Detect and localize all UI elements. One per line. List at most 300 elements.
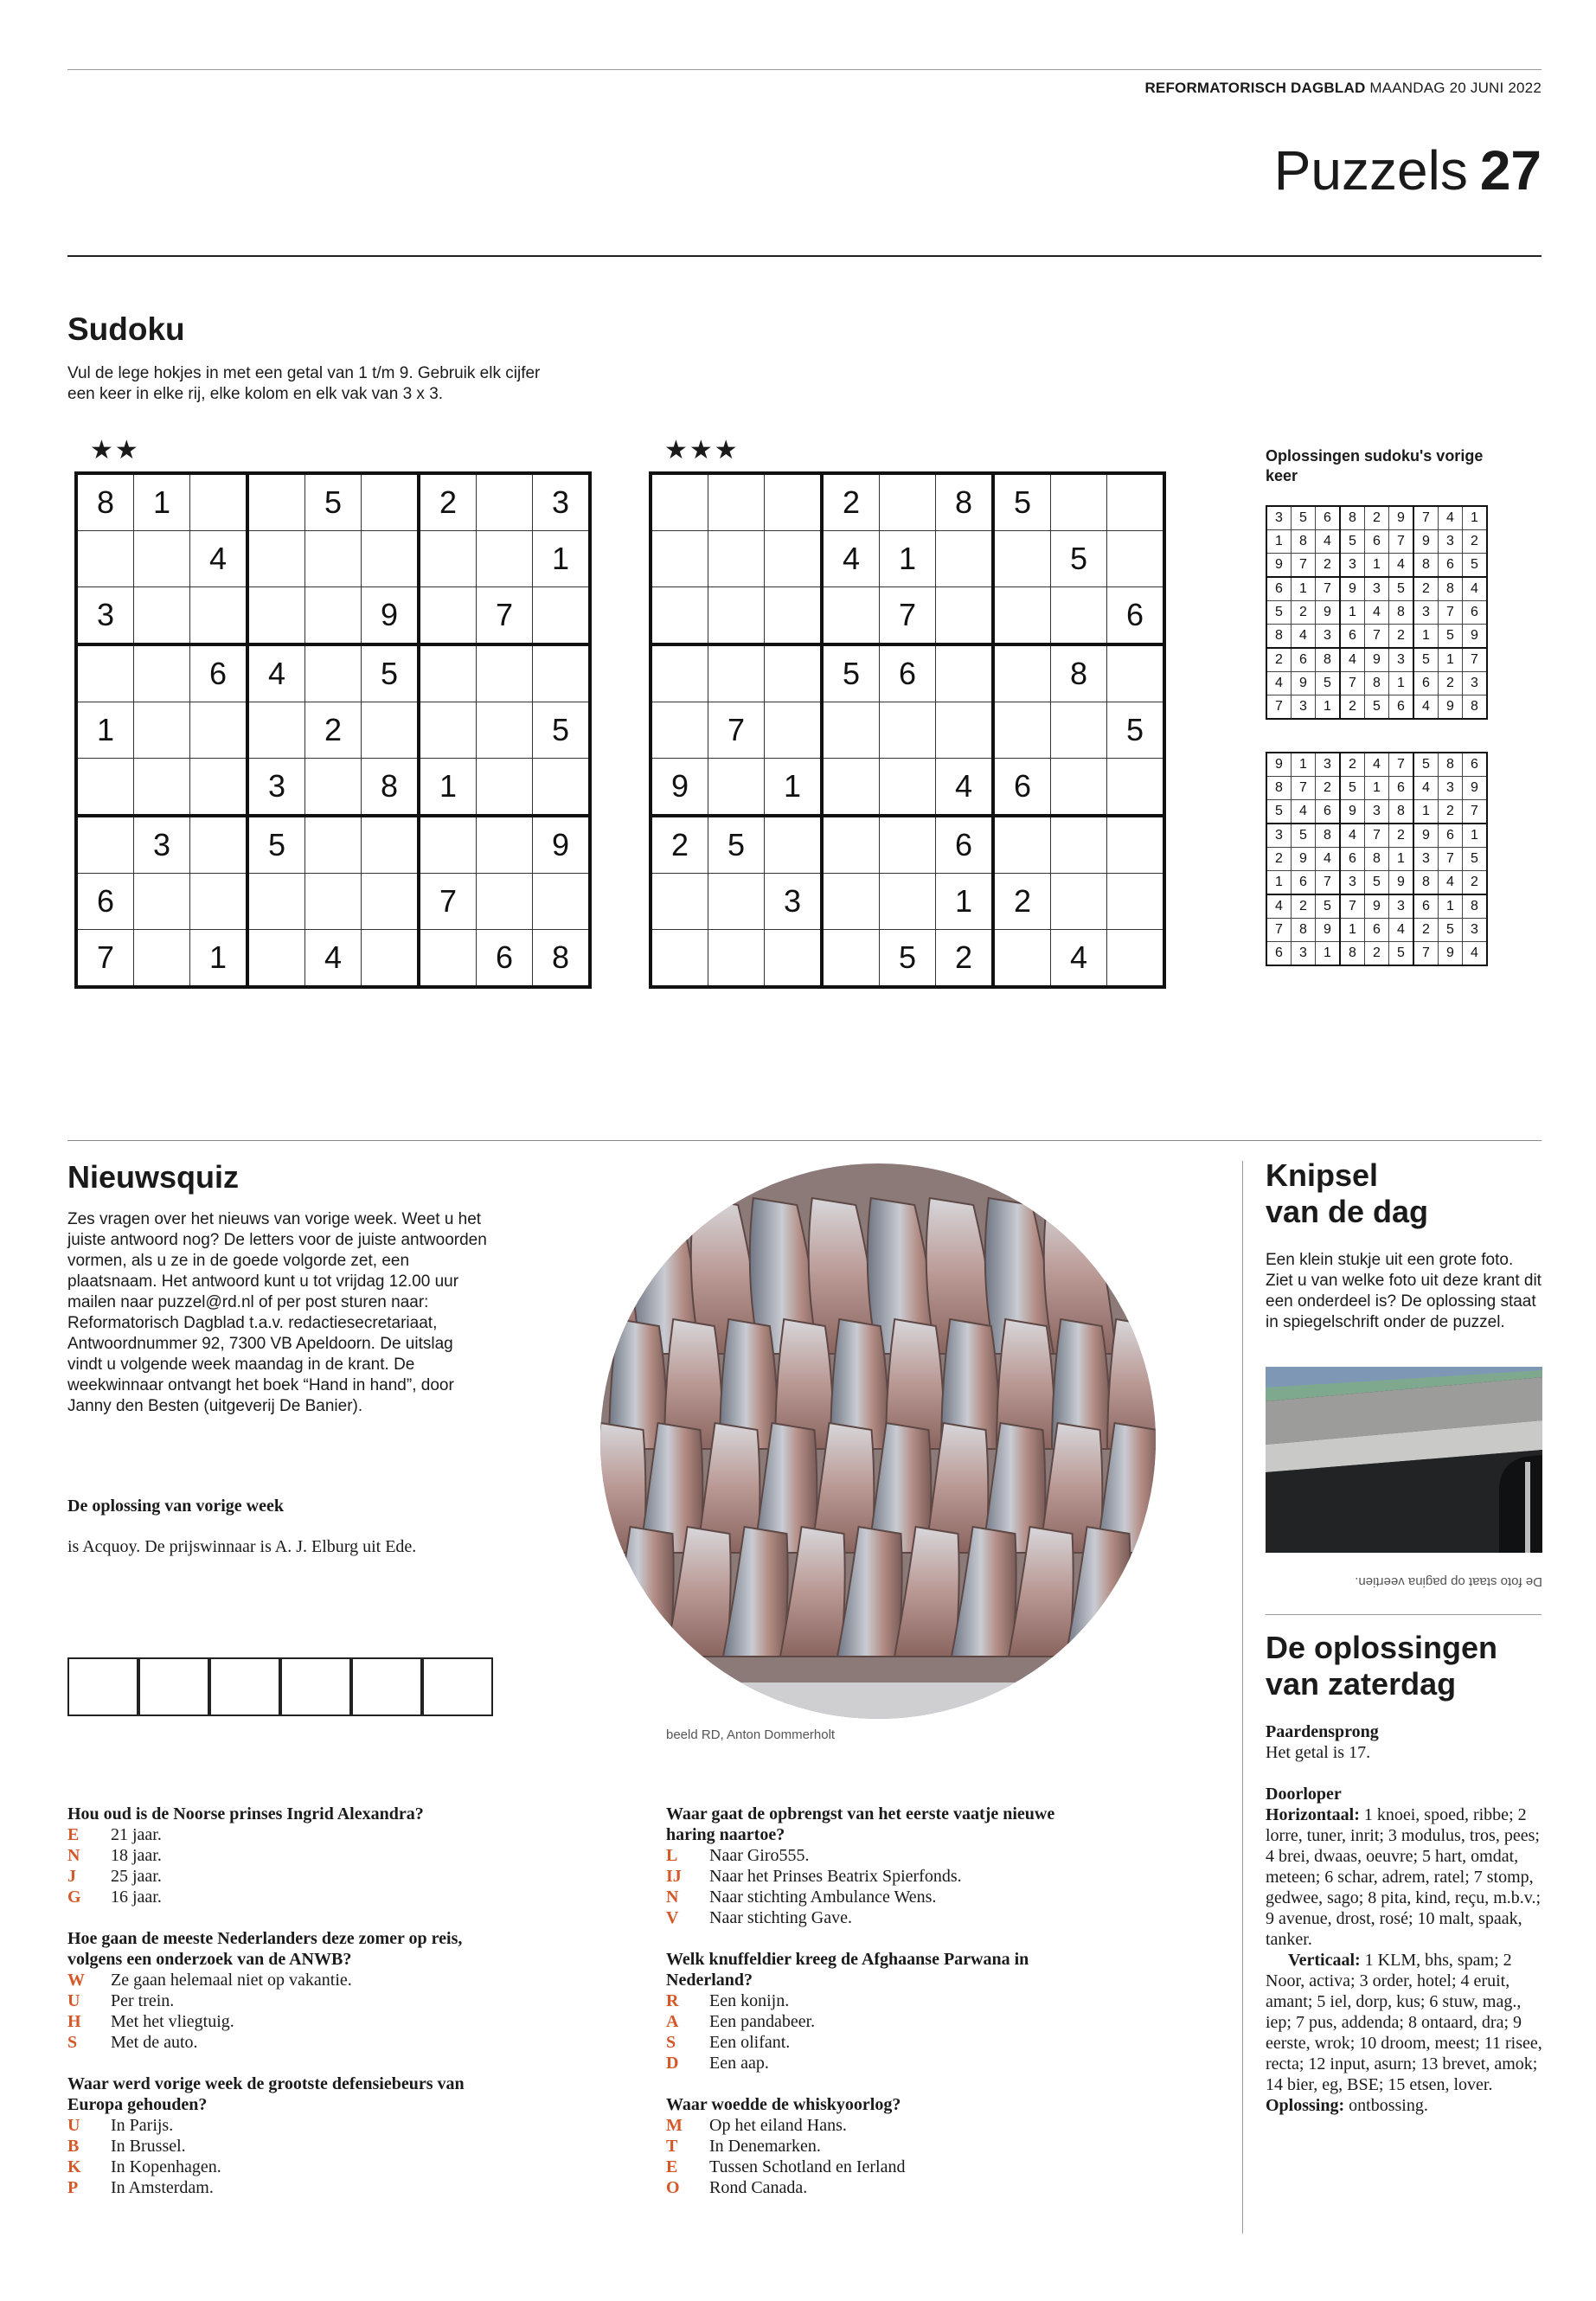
sudoku-cell[interactable] <box>936 531 994 587</box>
solution-cell: 6 <box>1266 577 1292 601</box>
sudoku-cell[interactable] <box>305 816 362 874</box>
answer-option[interactable] <box>666 2032 1090 2053</box>
sudoku-cell[interactable] <box>1107 930 1165 988</box>
solution-cell: 9 <box>1413 824 1439 848</box>
sudoku-cell[interactable] <box>533 759 591 817</box>
quiz-question <box>67 1928 491 2053</box>
sudoku-cell[interactable] <box>76 759 134 817</box>
question-text: Waar werd vorige week de grootste defensiebeurs van Europa gehouden? <box>67 2074 465 2114</box>
solution-cell: 2 <box>1316 777 1341 800</box>
answer-letter: A <box>666 2012 679 2031</box>
sudoku-cell[interactable] <box>765 473 823 531</box>
solution-cell: 7 <box>1266 695 1292 720</box>
sudoku-cell[interactable] <box>419 531 477 587</box>
sudoku-cell[interactable] <box>708 759 765 817</box>
sudoku-cell: 5 <box>247 816 305 874</box>
grid-row <box>76 702 590 759</box>
solution-cell: 5 <box>1292 506 1316 530</box>
section-heading <box>1274 138 1542 202</box>
grid-row <box>76 930 590 988</box>
sudoku-cell[interactable] <box>305 759 362 817</box>
herring-photo <box>600 1163 1156 1719</box>
solution-cell: 2 <box>1463 530 1488 554</box>
solution-cell: 2 <box>1389 824 1414 848</box>
sudoku-cell[interactable] <box>822 874 880 930</box>
solution-cell: 3 <box>1340 554 1365 578</box>
horizontal-text: 1 knoei, spoed, ribbe; 2 lorre, tuner, inrit; 3 modulus, tros, pees; 4 brei, dwaas, oeuvre; 5 hart, omdat, meteen; 6 schar, adrem, ratel; 7 stomp, gedwee, sago; 8 pita, kind, reçu, m.b.v.; 9 avenue, drost, rosé; 10 malt, spaak, tanker. <box>1266 1805 1542 1949</box>
answer-box-3[interactable] <box>209 1657 280 1716</box>
grid-row <box>651 702 1164 759</box>
solution-cell: 6 <box>1266 942 1292 966</box>
sudoku-cell: 6 <box>880 644 936 702</box>
solution-cell: 9 <box>1292 848 1316 871</box>
solution-cell: 4 <box>1292 800 1316 824</box>
solution-cell: 3 <box>1389 894 1414 919</box>
grid-row <box>651 759 1164 817</box>
sudoku-cell[interactable] <box>993 531 1051 587</box>
sudoku-cell[interactable] <box>1051 816 1107 874</box>
sudoku-cell[interactable] <box>993 816 1051 874</box>
sudoku-cell: 5 <box>362 644 420 702</box>
sudoku-cell[interactable] <box>993 702 1051 759</box>
grid-row <box>651 531 1164 587</box>
grid-row <box>1266 672 1487 695</box>
section-name: Puzzels <box>1273 139 1468 202</box>
sudoku-cell[interactable] <box>190 587 248 645</box>
sudoku-cell[interactable] <box>651 531 708 587</box>
answer-option[interactable] <box>666 1990 1090 2011</box>
grid-row <box>1266 800 1487 824</box>
sudoku-cell[interactable] <box>1107 816 1165 874</box>
solution-cell: 4 <box>1413 695 1439 720</box>
solution-cell: 8 <box>1340 942 1365 966</box>
grid-row <box>76 644 590 702</box>
solution-cell: 8 <box>1389 800 1414 824</box>
quiz-question <box>666 2094 1090 2198</box>
solution-cell: 6 <box>1389 777 1414 800</box>
grid-row <box>1266 648 1487 672</box>
answer-text: Een pandabeer. <box>709 2012 816 2031</box>
solution-cell: 8 <box>1365 848 1389 871</box>
sudoku-cell: 3 <box>765 874 823 930</box>
answer-option[interactable] <box>666 1845 1090 1866</box>
grid-row <box>1266 919 1487 942</box>
sudoku-cell[interactable] <box>477 531 533 587</box>
solution-cell: 9 <box>1365 894 1389 919</box>
sudoku-cell: 1 <box>76 702 134 759</box>
answer-option[interactable] <box>666 2157 1090 2177</box>
quiz-questions-left <box>67 1804 491 2219</box>
sudoku-cell[interactable] <box>533 644 591 702</box>
answer-option[interactable] <box>67 2032 491 2053</box>
sudoku-cell[interactable] <box>1051 587 1107 645</box>
answer-text: In Brussel. <box>111 2137 186 2156</box>
solution-cell: 6 <box>1463 753 1488 777</box>
answer-option[interactable] <box>666 1907 1090 1928</box>
solution-cell: 9 <box>1266 753 1292 777</box>
question-text: Hou oud is de Noorse prinses Ingrid Alexandra? <box>67 1804 424 1823</box>
sudoku-cell[interactable] <box>76 531 134 587</box>
sudoku-cell[interactable] <box>362 473 420 531</box>
solution-cell: 6 <box>1340 848 1365 871</box>
solution-cell: 1 <box>1463 506 1488 530</box>
sudoku-cell[interactable] <box>1051 874 1107 930</box>
sudoku-cell: 5 <box>1051 531 1107 587</box>
sudoku-cell[interactable] <box>708 587 765 645</box>
sudoku-cell[interactable] <box>936 702 994 759</box>
solution-cell: 7 <box>1413 506 1439 530</box>
sudoku-cell[interactable] <box>419 702 477 759</box>
sudoku-cell[interactable] <box>76 644 134 702</box>
solution-cell: 9 <box>1316 919 1341 942</box>
answer-option[interactable] <box>67 2136 491 2157</box>
sudoku-cell[interactable] <box>880 874 936 930</box>
sudoku-cell[interactable] <box>651 644 708 702</box>
solution-cell: 2 <box>1292 894 1316 919</box>
sudoku-cell[interactable] <box>362 531 420 587</box>
solution-cell: 4 <box>1340 648 1365 672</box>
grid-row <box>1266 848 1487 871</box>
sudoku-cell[interactable] <box>880 702 936 759</box>
sudoku-cell[interactable] <box>708 644 765 702</box>
sudoku-cell[interactable] <box>1107 473 1165 531</box>
solution-cell: 7 <box>1463 800 1488 824</box>
solution-cell: 7 <box>1292 554 1316 578</box>
difficulty-stars-1: ★★ <box>90 436 140 465</box>
answer-text: Ze gaan helemaal niet op vakantie. <box>111 1971 352 1990</box>
sudoku-grid-three-star[interactable] <box>649 471 1166 989</box>
sudoku-cell: 8 <box>362 759 420 817</box>
solution-cell: 3 <box>1365 577 1389 601</box>
sudoku-cell: 2 <box>305 702 362 759</box>
sudoku-cell[interactable] <box>1051 473 1107 531</box>
answer-option[interactable] <box>67 1845 491 1866</box>
grid-row <box>651 930 1164 988</box>
solution-cell: 1 <box>1266 530 1292 554</box>
grid-row <box>1266 824 1487 848</box>
solution-cell: 2 <box>1266 848 1292 871</box>
sudoku-cell[interactable] <box>190 874 248 930</box>
sudoku-cell[interactable] <box>651 473 708 531</box>
solution-cell: 6 <box>1389 695 1414 720</box>
solution-cell: 3 <box>1413 601 1439 625</box>
sudoku-title: Sudoku <box>67 311 185 347</box>
sudoku-cell[interactable] <box>993 930 1051 988</box>
sudoku-cell[interactable] <box>305 587 362 645</box>
sudoku-cell[interactable] <box>419 587 477 645</box>
answer-text: In Kopenhagen. <box>111 2157 221 2176</box>
sudoku-cell[interactable] <box>651 874 708 930</box>
grid-row <box>1266 530 1487 554</box>
solution-cell: 4 <box>1340 824 1365 848</box>
sudoku-cell[interactable] <box>362 702 420 759</box>
answer-option[interactable] <box>666 1887 1090 1907</box>
sudoku-cell: 4 <box>247 644 305 702</box>
sudoku-cell[interactable] <box>190 702 248 759</box>
solution-cell: 1 <box>1316 942 1341 966</box>
sudoku-cell[interactable] <box>993 644 1051 702</box>
sudoku-cell[interactable] <box>247 702 305 759</box>
sudoku-cell[interactable] <box>765 816 823 874</box>
solution-cell: 2 <box>1389 625 1414 649</box>
solution-cell: 5 <box>1316 672 1341 695</box>
sudoku-cell[interactable] <box>190 816 248 874</box>
solution-cell: 7 <box>1340 672 1365 695</box>
answer-option[interactable] <box>666 2053 1090 2073</box>
solution-cell: 9 <box>1463 777 1488 800</box>
answer-letter: V <box>666 1908 679 1927</box>
quiz-intro: Zes vragen over het nieuws van vorige week. Weet u het juiste antwoord nog? De letters voor de juiste antwoorden vormen, als u ze in de goede volgorde zet, een plaatsnaam. Het antwoord kunt u tot vrijdag 12.00 uur mailen naar puzzel@rd.nl of per post sturen naar: Reformatorisch Dagblad t.a.v. redactiesecretariaat, Antwoordnummer 92, 7300 VB Apeldoorn. De uitslag vindt u volgende week maandag in de krant. De weekwinnaar ontvangt het boek “Hand in hand”, door Janny den Besten (uitgeverij De Banier). <box>67 1210 487 1415</box>
sudoku-cell[interactable] <box>765 702 823 759</box>
sudoku-cell[interactable] <box>1107 644 1165 702</box>
solutions-title: Oplossingen sudoku's vorige keer <box>1266 447 1484 484</box>
sudoku-cell[interactable] <box>247 531 305 587</box>
solution-cell: 7 <box>1439 848 1463 871</box>
grid-row <box>1266 601 1487 625</box>
sudoku-cell[interactable] <box>477 874 533 930</box>
solution-cell: 5 <box>1413 753 1439 777</box>
answer-option[interactable] <box>67 2157 491 2177</box>
sudoku-cell[interactable] <box>708 930 765 988</box>
solution-cell: 2 <box>1439 672 1463 695</box>
sudoku-cell[interactable] <box>936 644 994 702</box>
solution-cell: 9 <box>1365 648 1389 672</box>
grid-row <box>1266 777 1487 800</box>
sudoku-cell[interactable] <box>822 587 880 645</box>
answer-box-5[interactable] <box>351 1657 422 1716</box>
sudoku-cell[interactable] <box>362 930 420 988</box>
grid-row <box>1266 942 1487 966</box>
answer-box-6[interactable] <box>422 1657 493 1716</box>
masthead <box>1125 80 1542 97</box>
sudoku-cell[interactable] <box>651 702 708 759</box>
saturday-title <box>1266 1630 1497 1702</box>
answer-text: Een aap. <box>709 2054 769 2073</box>
answer-letter: N <box>666 1888 679 1907</box>
sudoku-cell: 6 <box>76 874 134 930</box>
solution-cell: 6 <box>1365 919 1389 942</box>
answer-text: In Parijs. <box>111 2116 174 2135</box>
sudoku-cell[interactable] <box>477 473 533 531</box>
doorloper-title: Doorloper <box>1266 1785 1342 1804</box>
sudoku-cell[interactable] <box>419 930 477 988</box>
sudoku-cell: 4 <box>190 531 248 587</box>
answer-letter: E <box>666 2157 678 2176</box>
answer-option[interactable] <box>67 1887 491 1907</box>
sudoku-grid-two-star[interactable] <box>74 471 592 989</box>
sudoku-cell: 2 <box>419 473 477 531</box>
sudoku-cell[interactable] <box>134 930 190 988</box>
sudoku-cell[interactable] <box>247 874 305 930</box>
solution-cell: 6 <box>1413 894 1439 919</box>
grid-row <box>76 531 590 587</box>
grid-row <box>651 874 1164 930</box>
sudoku-cell: 4 <box>936 759 994 817</box>
sudoku-cell[interactable] <box>880 473 936 531</box>
solution-cell: 3 <box>1316 625 1341 649</box>
sudoku-cell[interactable] <box>880 816 936 874</box>
sudoku-cell[interactable] <box>76 816 134 874</box>
solution-cell: 8 <box>1439 577 1463 601</box>
grid-row <box>651 816 1164 874</box>
solution-cell: 5 <box>1389 577 1414 601</box>
sudoku-cell[interactable] <box>305 874 362 930</box>
answer-text: Een olifant. <box>709 2033 791 2052</box>
sudoku-cell[interactable] <box>651 587 708 645</box>
answer-letter: P <box>67 2178 79 2197</box>
sudoku-cell[interactable] <box>1051 759 1107 817</box>
answer-option[interactable] <box>666 2115 1090 2136</box>
sudoku-cell[interactable] <box>533 874 591 930</box>
sudoku-cell[interactable] <box>822 930 880 988</box>
sudoku-cell[interactable] <box>822 702 880 759</box>
solution-cell: 4 <box>1439 871 1463 895</box>
sudoku-cell[interactable] <box>822 816 880 874</box>
solution-cell: 3 <box>1439 530 1463 554</box>
solution-cell: 5 <box>1463 554 1488 578</box>
solution-cell: 8 <box>1413 554 1439 578</box>
solution-cell: 6 <box>1340 625 1365 649</box>
solution-cell: 4 <box>1463 577 1488 601</box>
sudoku-cell[interactable] <box>708 531 765 587</box>
solution-cell: 2 <box>1292 601 1316 625</box>
solution-cell: 7 <box>1463 648 1488 672</box>
sudoku-cell: 2 <box>993 874 1051 930</box>
sudoku-cell[interactable] <box>477 759 533 817</box>
sudoku-cell[interactable] <box>477 644 533 702</box>
sudoku-cell[interactable] <box>1107 759 1165 817</box>
sudoku-cell[interactable] <box>419 816 477 874</box>
sudoku-cell[interactable] <box>247 473 305 531</box>
solution-cell: 8 <box>1266 777 1292 800</box>
sudoku-cell[interactable] <box>765 587 823 645</box>
sudoku-cell[interactable] <box>134 874 190 930</box>
sudoku-cell: 5 <box>822 644 880 702</box>
solution-cell: 4 <box>1439 506 1463 530</box>
grid-row <box>76 759 590 817</box>
solution-cell: 9 <box>1389 871 1414 895</box>
sudoku-cell: 6 <box>1107 587 1165 645</box>
grid-row <box>76 473 590 531</box>
answer-option[interactable] <box>666 2136 1090 2157</box>
sudoku-cell[interactable] <box>1107 531 1165 587</box>
solution-cell: 2 <box>1340 695 1365 720</box>
solution-cell: 4 <box>1266 894 1292 919</box>
sudoku-cell: 8 <box>76 473 134 531</box>
sudoku-cell[interactable] <box>305 644 362 702</box>
sudoku-cell[interactable] <box>247 930 305 988</box>
answer-option[interactable] <box>666 1866 1090 1887</box>
sudoku-cell[interactable] <box>708 874 765 930</box>
sudoku-cell[interactable] <box>190 473 248 531</box>
solution-cell: 3 <box>1266 506 1292 530</box>
vertical-label: Verticaal: <box>1288 1951 1361 1970</box>
sudoku-cell[interactable] <box>708 473 765 531</box>
solution-cell: 8 <box>1316 648 1341 672</box>
answer-option[interactable] <box>67 1866 491 1887</box>
sudoku-cell[interactable] <box>765 531 823 587</box>
sudoku-cell: 7 <box>708 702 765 759</box>
answer-option[interactable] <box>67 1990 491 2011</box>
answer-option[interactable] <box>666 2011 1090 2032</box>
sudoku-cell[interactable] <box>533 587 591 645</box>
answer-box-1[interactable] <box>67 1657 138 1716</box>
sudoku-cell[interactable] <box>362 816 420 874</box>
answer-box-4[interactable] <box>280 1657 351 1716</box>
answer-option[interactable] <box>67 2115 491 2136</box>
sudoku-cell: 5 <box>305 473 362 531</box>
sudoku-cell[interactable] <box>134 531 190 587</box>
sudoku-cell[interactable] <box>765 644 823 702</box>
solution-cell: 6 <box>1316 800 1341 824</box>
sudoku-cell[interactable] <box>477 702 533 759</box>
solution-cell: 7 <box>1389 530 1414 554</box>
sudoku-cell: 2 <box>936 930 994 988</box>
answer-option[interactable] <box>666 2177 1090 2198</box>
sudoku-cell: 6 <box>477 930 533 988</box>
sudoku-cell[interactable] <box>134 644 190 702</box>
sudoku-cell[interactable] <box>362 874 420 930</box>
sudoku-cell[interactable] <box>1051 702 1107 759</box>
knipsel-title <box>1266 1157 1428 1230</box>
grid-row <box>1266 625 1487 649</box>
sudoku-cell[interactable] <box>936 587 994 645</box>
sudoku-solution-1 <box>1266 505 1488 720</box>
solution-cell: 4 <box>1463 942 1488 966</box>
solution-cell: 7 <box>1413 942 1439 966</box>
sudoku-intro: Vul de lege hokjes in met een getal van 1 t/m 9. Gebruik elk cijfer een keer in elke rij, elke kolom en elk vak van 3 x 3. <box>67 364 541 403</box>
answer-box-2[interactable] <box>138 1657 209 1716</box>
sudoku-cell[interactable] <box>477 816 533 874</box>
solution-cell: 4 <box>1365 753 1389 777</box>
solution-cell: 3 <box>1316 753 1341 777</box>
sudoku-cell[interactable] <box>880 759 936 817</box>
solution-cell: 5 <box>1365 871 1389 895</box>
sudoku-cell[interactable] <box>993 587 1051 645</box>
sudoku-cell[interactable] <box>190 759 248 817</box>
sudoku-cell[interactable] <box>765 930 823 988</box>
answer-letter: L <box>666 1846 678 1865</box>
grid-row <box>1266 894 1487 919</box>
solution-cell: 5 <box>1365 695 1389 720</box>
answer-option[interactable] <box>67 1824 491 1845</box>
answer-option[interactable] <box>67 2177 491 2198</box>
solution-cell: 7 <box>1316 577 1341 601</box>
sudoku-cell[interactable] <box>134 702 190 759</box>
sudoku-cell[interactable] <box>651 930 708 988</box>
answer-letter: J <box>67 1867 76 1886</box>
sudoku-cell[interactable] <box>134 759 190 817</box>
sudoku-cell[interactable] <box>1107 874 1165 930</box>
sudoku-cell[interactable] <box>247 587 305 645</box>
sudoku-cell[interactable] <box>305 531 362 587</box>
sudoku-cell: 1 <box>533 531 591 587</box>
grid-row <box>1266 577 1487 601</box>
solution-cell: 4 <box>1389 554 1414 578</box>
sudoku-cell[interactable] <box>822 759 880 817</box>
sudoku-cell[interactable] <box>134 587 190 645</box>
sudoku-cell[interactable] <box>419 644 477 702</box>
answer-option[interactable] <box>67 1970 491 1990</box>
solution-cell: 8 <box>1292 530 1316 554</box>
solution-label: Oplossing: <box>1266 2096 1345 2115</box>
solution-cell: 9 <box>1340 800 1365 824</box>
answer-letter: W <box>67 1971 85 1990</box>
solution-cell: 8 <box>1413 871 1439 895</box>
quiz-question <box>67 1804 491 1907</box>
answer-text: Naar Giro555. <box>709 1846 810 1865</box>
answer-option[interactable] <box>67 2011 491 2032</box>
